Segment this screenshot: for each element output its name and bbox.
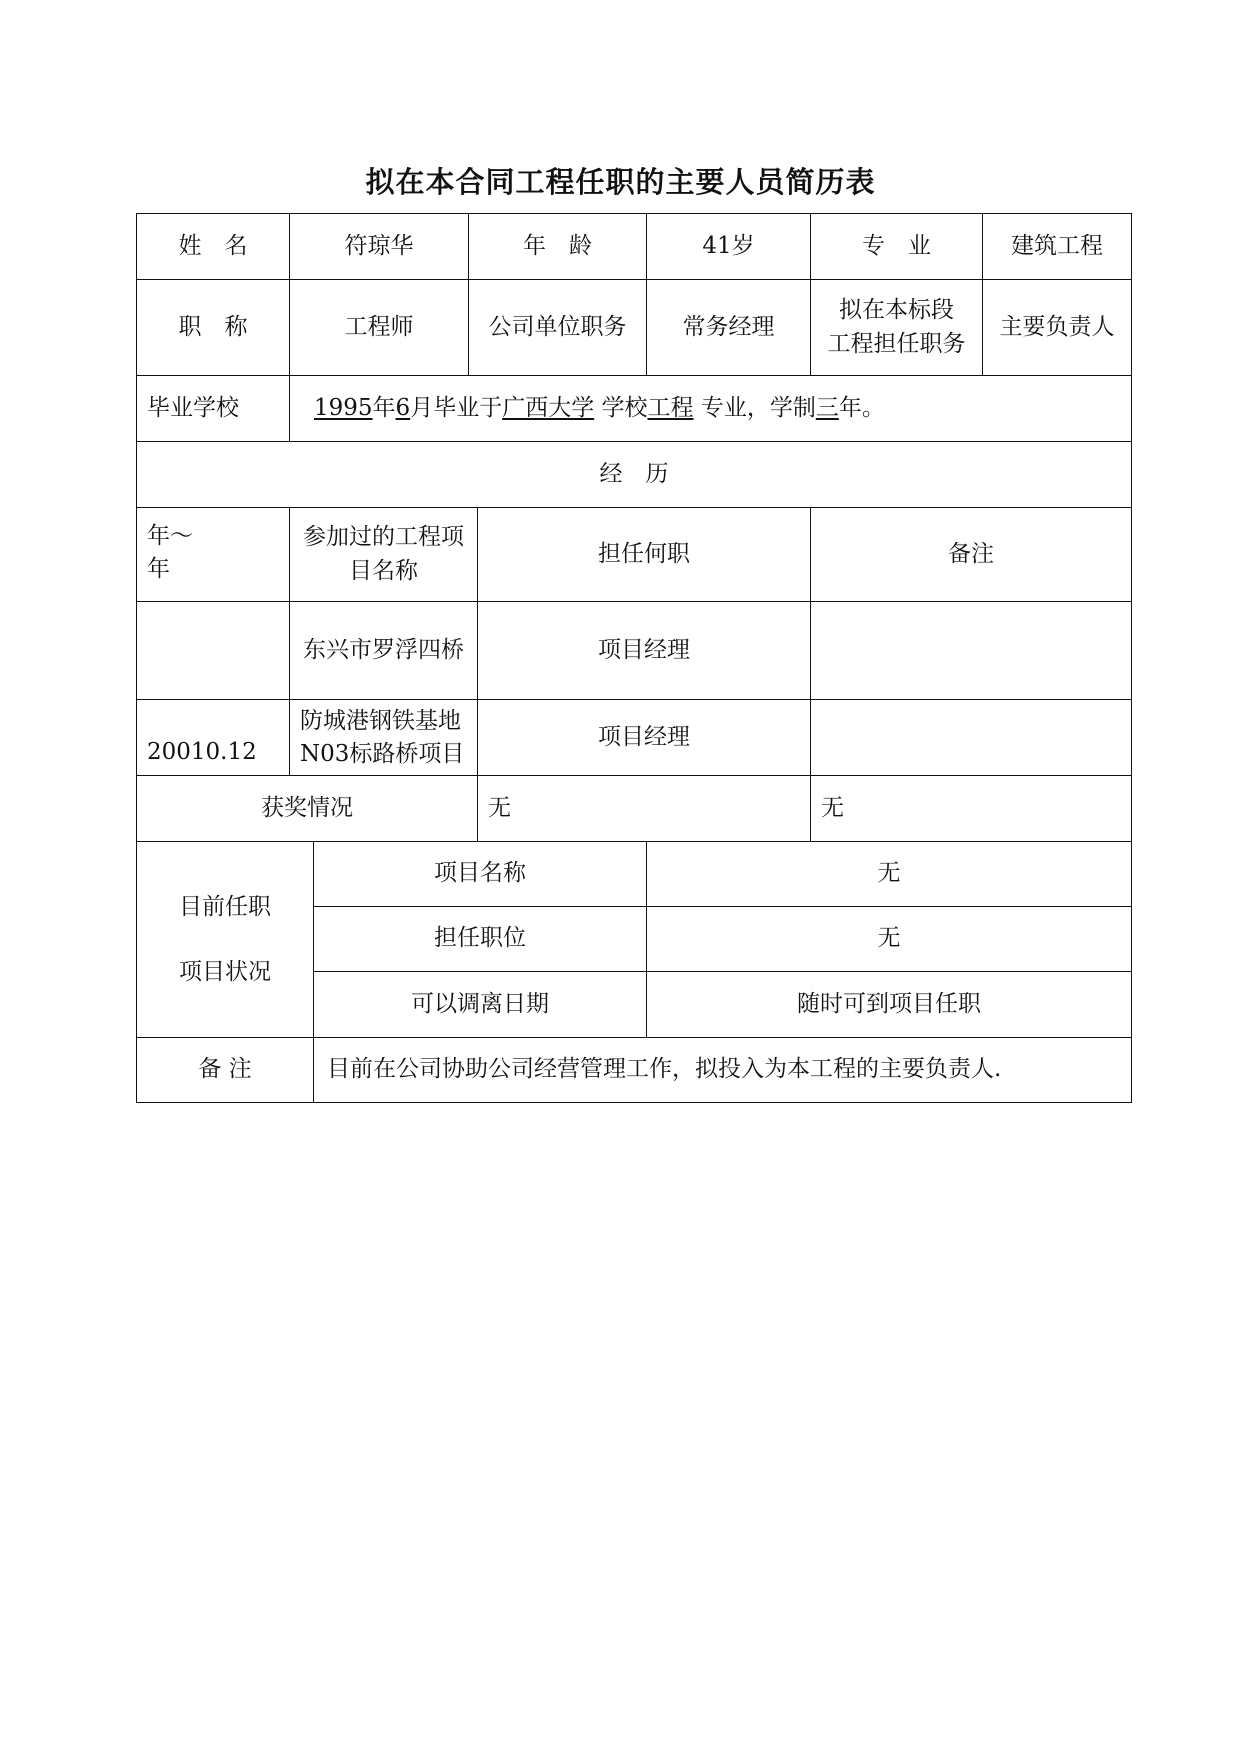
title-value: 工程师 (290, 280, 469, 376)
table-row (137, 602, 1132, 700)
study-duration: 三 (815, 394, 839, 421)
remark-cell (811, 700, 1132, 776)
age-value: 41岁 (647, 214, 811, 280)
graduation-year: 1995 (314, 394, 373, 421)
available-date-value: 随时可到项目任职 (647, 972, 1132, 1038)
age-label: 年 龄 (469, 214, 647, 280)
awards-value-1: 无 (478, 776, 811, 842)
remark-header: 备注 (811, 508, 1132, 602)
awards-label: 获奖情况 (137, 776, 478, 842)
position-value: 常务经理 (647, 280, 811, 376)
school-name: 广西大学 (502, 394, 595, 421)
current-role-label: 担任职位 (314, 907, 647, 972)
role-header: 担任何职 (478, 508, 811, 602)
graduation-month: 6 (395, 394, 411, 421)
experience-section-label: 经 历 (137, 442, 1132, 508)
title-label: 职 称 (137, 280, 290, 376)
proposed-label-line-2: 工程担任职务 (827, 330, 966, 357)
basic-row-1 (137, 214, 1132, 280)
role-cell: 项目经理 (478, 602, 811, 700)
project-header: 参加过的工程项目名称 (290, 508, 478, 602)
resume-table (136, 213, 1132, 1103)
education-value: 1995年6月毕业于广西大学 学校工程 专业，学制三年。 (290, 376, 1132, 442)
position-label: 公司单位职务 (469, 280, 647, 376)
experience-header-row (137, 508, 1132, 602)
period-cell (137, 602, 290, 700)
period-cell: 20010.12 (137, 700, 290, 776)
notes-value: 目前在公司协助公司经营管理工作，拟投入为本工程的主要负责人. (314, 1038, 1132, 1103)
current-status-label-line-1: 目前任职 (179, 894, 271, 921)
current-status-label (137, 842, 314, 1038)
project-cell: 防城港钢铁基地N03标路桥项目 (290, 700, 478, 776)
table-row (137, 700, 1132, 776)
available-date-label: 可以调离日期 (314, 972, 647, 1038)
awards-value-2: 无 (811, 776, 1132, 842)
remark-cell (811, 602, 1132, 700)
education-row (137, 376, 1132, 442)
current-project-name-label: 项目名称 (314, 842, 647, 907)
major-name: 工程 (647, 394, 694, 421)
current-project-name-value: 无 (647, 842, 1132, 907)
current-role-value: 无 (647, 907, 1132, 972)
major-value: 建筑工程 (983, 214, 1132, 280)
proposed-label-line-1: 拟在本标段 (839, 297, 954, 324)
current-row-1 (137, 842, 1132, 907)
notes-row (137, 1038, 1132, 1103)
current-status-label-line-2: 项目状况 (179, 958, 271, 985)
proposed-value: 主要负责人 (983, 280, 1132, 376)
role-cell: 项目经理 (478, 700, 811, 776)
page-title: 拟在本合同工程任职的主要人员简历表 (365, 165, 876, 199)
major-label: 专 业 (811, 214, 983, 280)
name-label: 姓 名 (137, 214, 290, 280)
education-label: 毕业学校 (137, 376, 290, 442)
proposed-label (811, 280, 983, 376)
notes-label: 备 注 (137, 1038, 314, 1103)
basic-row-2 (137, 280, 1132, 376)
name-value: 符琼华 (290, 214, 469, 280)
experience-section-row (137, 442, 1132, 508)
project-cell: 东兴市罗浮四桥 (290, 602, 478, 700)
awards-row (137, 776, 1132, 842)
period-header: 年～ 年 (137, 508, 290, 602)
